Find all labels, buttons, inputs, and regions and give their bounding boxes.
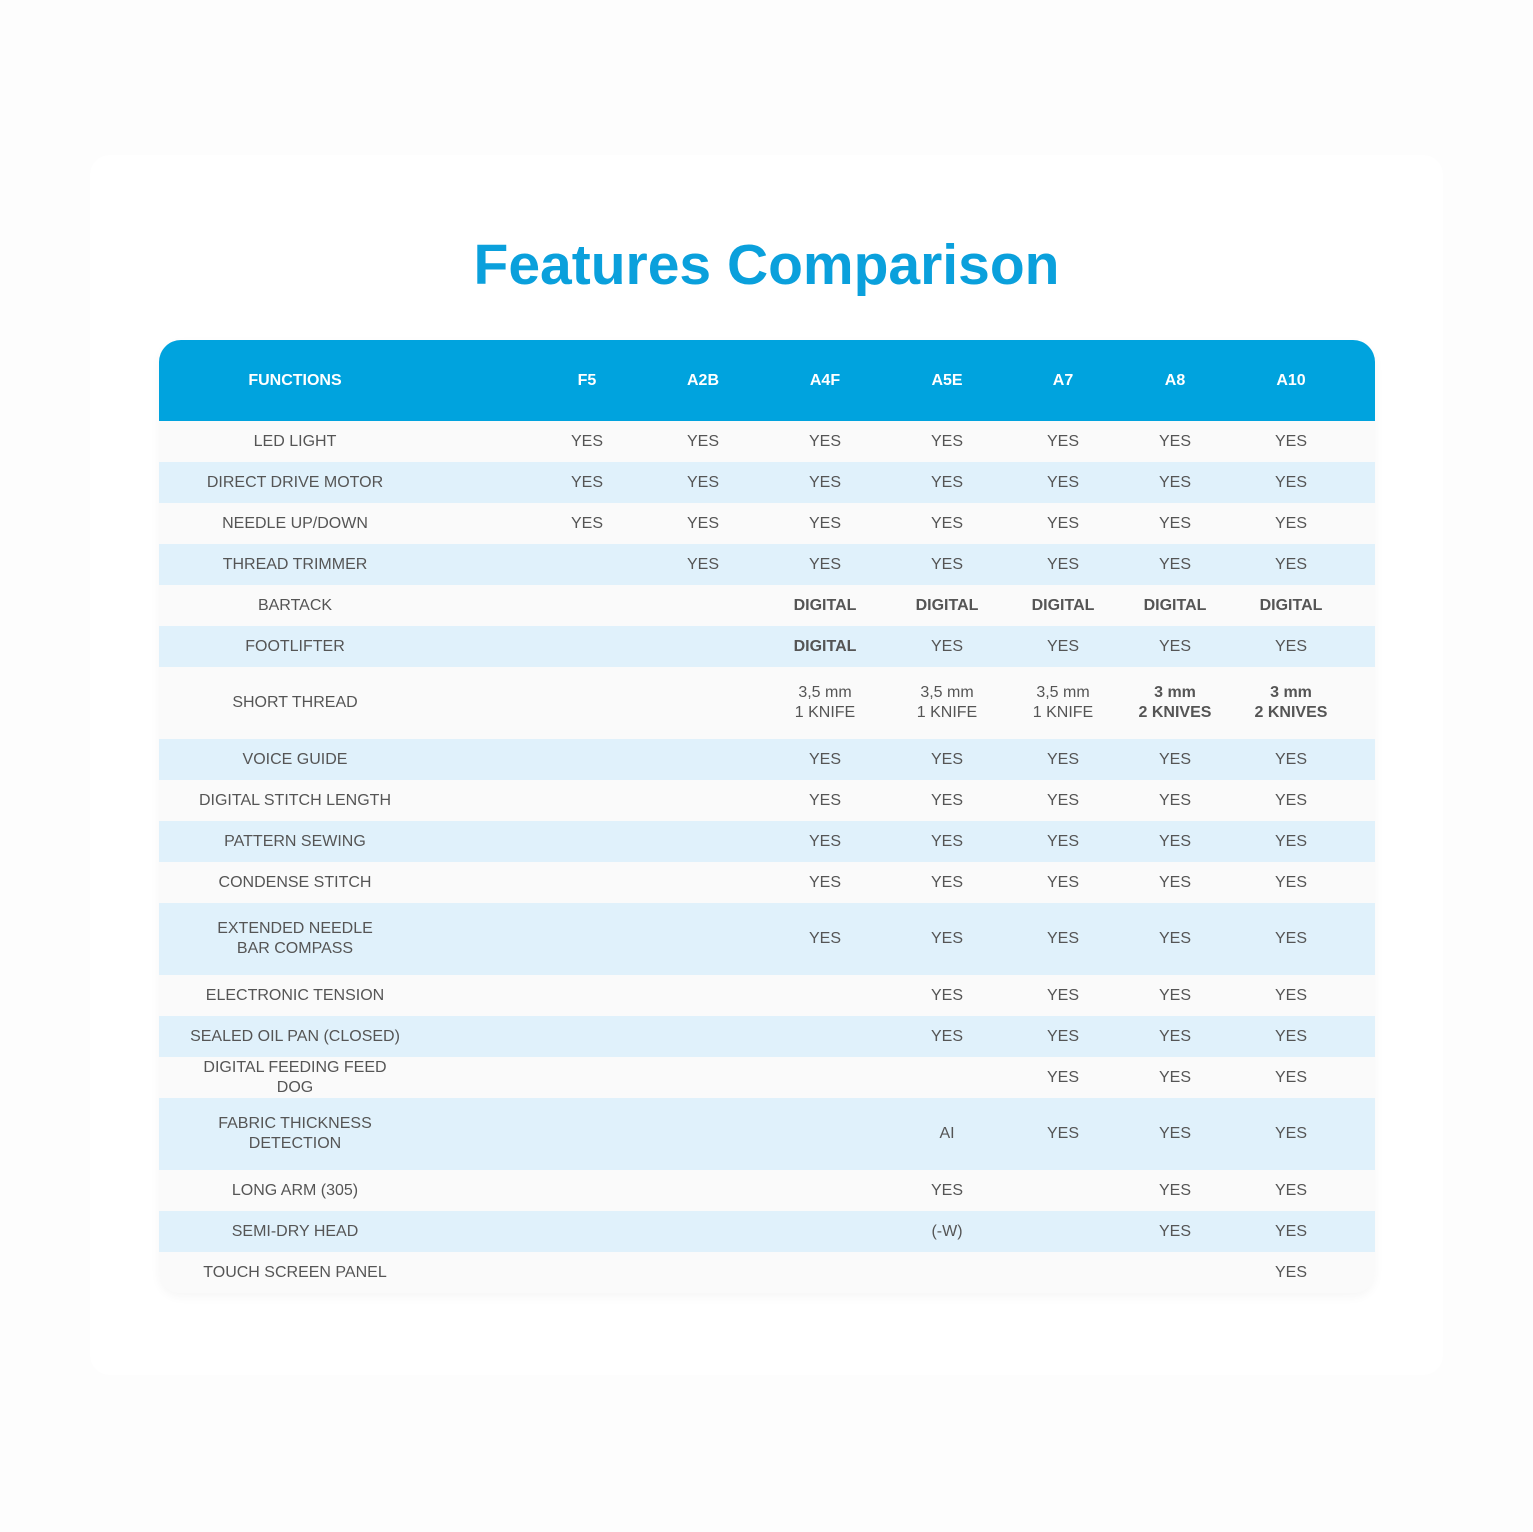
feature-value: YES <box>1158 1181 1191 1199</box>
table-row <box>159 739 1375 780</box>
table-row <box>159 862 1375 903</box>
table-row <box>159 626 1375 667</box>
table-row <box>159 421 1375 462</box>
feature-value: YES <box>930 514 963 532</box>
table-row <box>159 1016 1375 1057</box>
feature-value: YES <box>930 555 963 573</box>
feature-value: YES <box>808 832 841 850</box>
feature-value: YES <box>1046 1068 1079 1086</box>
feature-value: YES <box>1274 832 1307 850</box>
table-row <box>159 1057 1375 1098</box>
feature-value: YES <box>1158 930 1191 947</box>
feature-value: YES <box>1046 514 1079 532</box>
function-name: SEMI-DRY HEAD <box>231 1222 359 1240</box>
feature-value: YES <box>1046 791 1079 809</box>
feature-value: DIGITAL <box>1031 596 1095 614</box>
feature-value: YES <box>686 473 719 491</box>
feature-value: YES <box>930 750 963 768</box>
function-name: THREAD TRIMMER <box>222 555 368 573</box>
function-name: NEEDLE UP/DOWN <box>222 514 368 532</box>
feature-value: YES <box>808 750 841 768</box>
feature-value: YES <box>570 432 603 450</box>
feature-value: YES <box>1046 1027 1079 1045</box>
feature-value: YES <box>1046 473 1079 491</box>
feature-value: YES <box>1158 1068 1191 1086</box>
feature-value: YES <box>1158 873 1191 891</box>
header-model: A4F <box>809 371 841 389</box>
feature-value: YES <box>930 1181 963 1199</box>
feature-value: YES <box>1158 791 1191 809</box>
function-name: TOUCH SCREEN PANEL <box>203 1263 387 1281</box>
header-model: F5 <box>577 371 597 389</box>
function-name: EXTENDED NEEDLE BAR COMPASS <box>217 920 373 957</box>
header-model: A5E <box>931 371 963 389</box>
function-name: SEALED OIL PAN (CLOSED) <box>190 1027 400 1045</box>
feature-value: YES <box>930 791 963 809</box>
table-header-row <box>159 340 1375 421</box>
feature-value: YES <box>1274 1181 1307 1199</box>
table-row <box>159 1252 1375 1293</box>
function-name: BARTACK <box>257 596 333 614</box>
feature-value: 3 mm 2 KNIVES <box>1138 684 1212 721</box>
feature-value: YES <box>1046 1125 1079 1142</box>
feature-value: 3,5 mm 1 KNIFE <box>794 684 856 721</box>
feature-value: YES <box>570 514 603 532</box>
table-row <box>159 821 1375 862</box>
feature-value: YES <box>1046 555 1079 573</box>
function-name: PATTERN SEWING <box>224 832 366 850</box>
feature-value: YES <box>1274 432 1307 450</box>
feature-value: YES <box>930 930 963 947</box>
feature-value: YES <box>1274 1068 1307 1086</box>
header-functions: FUNCTIONS <box>248 371 342 389</box>
page-title: Features Comparison <box>473 233 1060 297</box>
table-row <box>159 780 1375 821</box>
table-row <box>159 903 1375 975</box>
feature-value: YES <box>1158 832 1191 850</box>
feature-value: YES <box>1274 1222 1307 1240</box>
function-name: LONG ARM (305) <box>231 1181 359 1199</box>
feature-value: YES <box>808 432 841 450</box>
feature-value: YES <box>808 514 841 532</box>
header-model: A8 <box>1164 371 1186 389</box>
feature-value: YES <box>1274 514 1307 532</box>
feature-value: YES <box>1274 873 1307 891</box>
feature-value: YES <box>1158 1027 1191 1045</box>
feature-value: DIGITAL <box>793 596 857 614</box>
feature-value: YES <box>1274 473 1307 491</box>
feature-value: YES <box>1158 637 1191 655</box>
feature-value: YES <box>1046 432 1079 450</box>
function-name: FABRIC THICKNESS DETECTION <box>218 1115 372 1152</box>
function-name: VOICE GUIDE <box>242 750 348 768</box>
table-row <box>159 975 1375 1016</box>
feature-value: DIGITAL <box>1259 596 1323 614</box>
feature-value: DIGITAL <box>915 596 979 614</box>
table-row <box>159 1170 1375 1211</box>
feature-value: YES <box>808 473 841 491</box>
feature-value: YES <box>1274 791 1307 809</box>
feature-value: YES <box>930 637 963 655</box>
header-model: A10 <box>1276 371 1306 389</box>
feature-value: YES <box>1158 1125 1191 1142</box>
feature-value: DIGITAL <box>793 637 857 655</box>
feature-value: YES <box>686 555 719 573</box>
feature-value: YES <box>1046 873 1079 891</box>
feature-value: YES <box>808 555 841 573</box>
function-name: FOOTLIFTER <box>245 637 345 655</box>
feature-value: YES <box>1046 986 1079 1004</box>
feature-value: YES <box>1274 637 1307 655</box>
feature-value: (-W) <box>931 1222 963 1240</box>
features-comparison-table <box>159 340 1375 1293</box>
feature-value: YES <box>930 473 963 491</box>
function-name: DIRECT DRIVE MOTOR <box>206 473 384 491</box>
feature-value: YES <box>1046 637 1079 655</box>
feature-value: YES <box>1274 750 1307 768</box>
feature-value: YES <box>930 432 963 450</box>
function-name: ELECTRONIC TENSION <box>205 986 385 1004</box>
feature-value: YES <box>1274 930 1307 947</box>
feature-value: YES <box>808 930 841 947</box>
feature-value: YES <box>1158 432 1191 450</box>
feature-value: YES <box>1046 832 1079 850</box>
feature-value: DIGITAL <box>1143 596 1207 614</box>
feature-value: YES <box>686 514 719 532</box>
feature-value: YES <box>1158 750 1191 768</box>
feature-value: YES <box>1158 473 1191 491</box>
feature-value: 3 mm 2 KNIVES <box>1254 684 1328 721</box>
feature-value: AI <box>939 1125 955 1142</box>
feature-value: YES <box>1158 514 1191 532</box>
feature-value: YES <box>1274 1263 1307 1281</box>
table-row <box>159 544 1375 585</box>
table-row <box>159 1098 1375 1170</box>
header-model: A7 <box>1052 371 1074 389</box>
feature-value: YES <box>1158 1222 1191 1240</box>
feature-value: 3,5 mm 1 KNIFE <box>1032 684 1094 721</box>
feature-value: 3,5 mm 1 KNIFE <box>916 684 978 721</box>
function-name: DIGITAL STITCH LENGTH <box>198 791 391 809</box>
feature-value: YES <box>1274 1125 1307 1142</box>
function-name: CONDENSE STITCH <box>218 873 372 891</box>
feature-value: YES <box>1274 555 1307 573</box>
feature-value: YES <box>808 873 841 891</box>
function-name: LED LIGHT <box>253 432 337 450</box>
feature-value: YES <box>808 791 841 809</box>
feature-value: YES <box>1158 555 1191 573</box>
feature-value: YES <box>930 873 963 891</box>
feature-value: YES <box>570 473 603 491</box>
feature-value: YES <box>930 832 963 850</box>
feature-value: YES <box>1274 986 1307 1004</box>
feature-value: YES <box>930 986 963 1004</box>
header-model: A2B <box>686 371 719 389</box>
function-name: SHORT THREAD <box>232 694 358 711</box>
table-row <box>159 667 1375 739</box>
feature-value: YES <box>1158 986 1191 1004</box>
feature-value: YES <box>686 432 719 450</box>
feature-value: YES <box>1274 1027 1307 1045</box>
function-name: DIGITAL FEEDING FEED DOG <box>203 1058 387 1096</box>
table-row <box>159 585 1375 626</box>
feature-value: YES <box>930 1027 963 1045</box>
table-row <box>159 462 1375 503</box>
feature-value: YES <box>1046 930 1079 947</box>
feature-value: YES <box>1046 750 1079 768</box>
table-row <box>159 1211 1375 1252</box>
table-row <box>159 503 1375 544</box>
